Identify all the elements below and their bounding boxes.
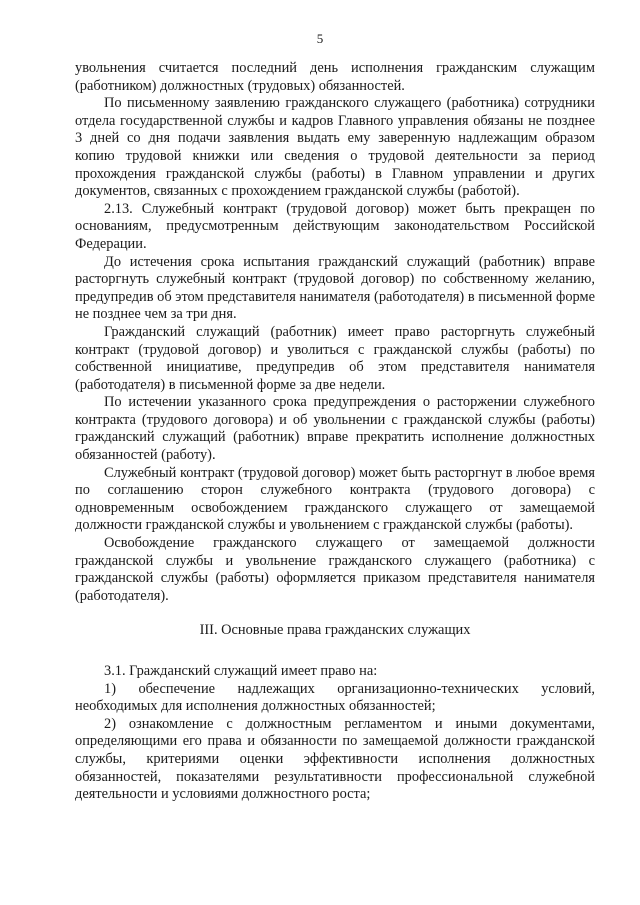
page-number: 5 [316,31,324,46]
section-title: III. Основные права гражданских служащих [199,622,471,639]
list-item-1: 1) обеспечение надлежащих организационно-технических условий, необходимых для исполнения должностных обязанностей; [75,680,595,715]
paragraph-continuation: увольнения считается последний день исполнения гражданским служащим (работником) должностных (трудовых) обязанностей. [75,60,595,94]
paragraph-2-13: 2.13. Служебный контракт (трудовой договор) может быть прекращен по основаниям, предусмотренным действующим законодательством Российской Федерации. [75,200,595,252]
paragraph-dismissal-order: Освобождение гражданского служащего от замещаемой должности гражданской службы и увольнение гражданского служащего (работника) с гражданской службы (работы) оформляется приказом представителя нанимателя (работодателя). [75,535,595,604]
paragraph-copy-request: По письменному заявлению гражданского служащего (работника) сотрудники отдела государственной службы и кадров Главного управления обязаны не позднее 3 дней со дня подачи заявления выдать ему заверенную надлежащим образом копию трудовой книжки или сведения о трудовой деятельности за период прохождения гражданской службы (работы) в Главном управлении и других документов, связанных с прохождением гражданской службы (работой). [75,95,595,200]
paragraph-own-initiative: Гражданский служащий (работник) имеет право расторгнуть служебный контракт (трудовой договор) и уволиться с гражданской службы (работы) по собственной инициативе, предупредив об этом представителя нанимателя (работодателя) в письменной форме за две недели. [75,323,595,393]
document-body [75,60,595,804]
paragraph-3-1: 3.1. Гражданский служащий имеет право на: [104,663,378,679]
paragraph-after-notice: По истечении указанного срока предупреждения о расторжении служебного контракта (трудового договора) и об увольнении с гражданской службы (работы) гражданский служащий (работник) вправе прекратить исполнение должностных обязанностей (работу). [75,394,595,464]
paragraph-probation-termination: До истечения срока испытания гражданский служащий (работник) вправе расторгнуть служебный контракт (трудовой договор) по собственному желанию, предупредив об этом представителя нанимателя (работодателя) в письменной форме не позднее чем за три дня. [75,253,595,323]
list-item-2: 2) ознакомление с должностным регламентом и иными документами, определяющими его права и обязанности по замещаемой должности гражданской службы, критериями оценки эффективности исполнения должностных обязанностей, показателями результативности профессиональной служебной деятельности и условиями должностного роста; [75,715,595,803]
paragraph-mutual-agreement: Служебный контракт (трудовой договор) может быть расторгнут в любое время по соглашению сторон служебного контракта (трудового договора) с одновременным освобождением гражданского служащего от замещаемой должности гражданской службы и увольнением с гражданской службы (работы). [75,464,595,534]
